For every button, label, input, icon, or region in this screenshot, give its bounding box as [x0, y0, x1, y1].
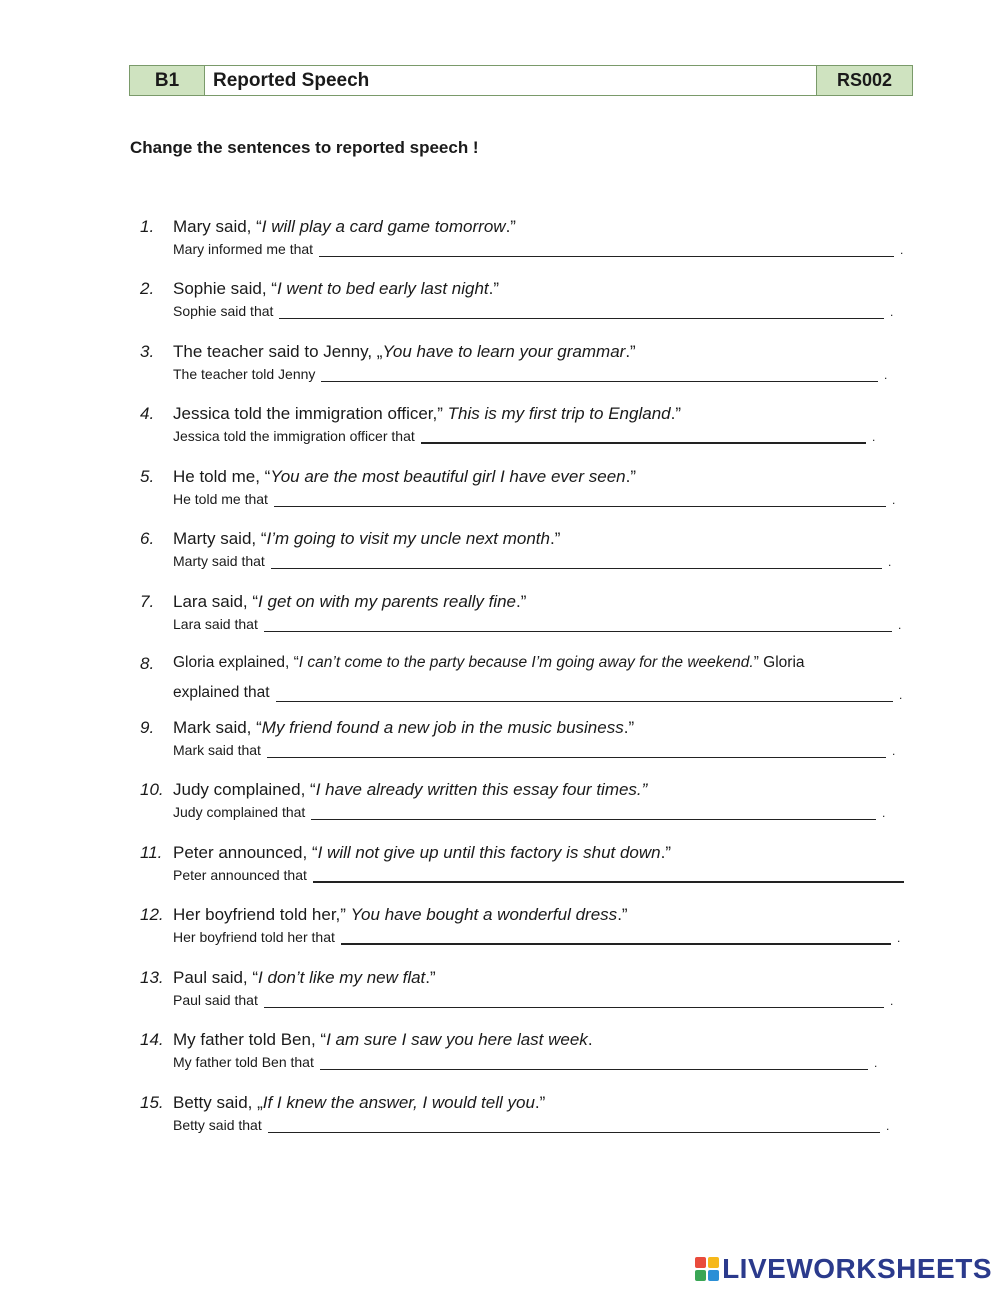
prompt-intro: Mark said, “ [173, 718, 262, 737]
sentence-terminator: . [872, 430, 876, 444]
answer-label: Jessica told the immigration officer that [173, 428, 415, 444]
exercise-number: 9. [140, 718, 155, 737]
prompt-quote: I get on with my parents really fine [258, 592, 517, 611]
answer-row [173, 742, 895, 758]
answer-label: Her boyfriend told her that [173, 929, 335, 945]
answer-row [173, 241, 903, 257]
exercise-number: 10. [140, 780, 164, 799]
prompt-closing: .” [516, 592, 527, 611]
prompt-quote: I am sure I saw you here last week [326, 1030, 588, 1049]
exercise-prompt [173, 718, 634, 738]
prompt-closing: ” Gloria [753, 654, 805, 671]
exercise-prompt [173, 1030, 593, 1050]
answer-label: Betty said that [173, 1117, 262, 1133]
answer-row [173, 992, 893, 1008]
answer-blank[interactable] [341, 929, 891, 945]
prompt-intro: Gloria explained, “ [173, 654, 299, 671]
prompt-closing: .” [625, 342, 636, 361]
exercise-number: 11. [140, 843, 163, 862]
answer-blank[interactable] [271, 554, 882, 569]
exercise-number: 15. [140, 1093, 164, 1112]
prompt-quote: If I knew the answer, I would tell you [262, 1093, 535, 1112]
answer-row [173, 428, 875, 444]
prompt-intro: Peter announced, “ [173, 843, 318, 862]
answer-label: Marty said that [173, 553, 265, 569]
prompt-closing: .” [623, 718, 635, 737]
sentence-terminator: . [874, 1056, 878, 1070]
sentence-terminator: . [886, 1119, 890, 1133]
prompt-closing: . [587, 1030, 593, 1049]
exercise-prompt [173, 905, 628, 925]
prompt-intro: He told me, “ [173, 467, 271, 486]
prompt-closing: .” [534, 1093, 546, 1112]
answer-row [173, 491, 895, 507]
exercise-prompt [173, 780, 647, 800]
exercise-number: 4. [140, 404, 155, 423]
exercise-number: 5. [140, 467, 155, 486]
exercise-prompt [173, 279, 499, 299]
answer-label: Mary informed me that [173, 241, 314, 257]
prompt-quote: I’m going to visit my uncle next month [266, 529, 550, 548]
prompt-quote: I will not give up until this factory is shut down [317, 843, 661, 862]
exercise-number: 8. [140, 654, 155, 673]
sentence-terminator: . [892, 493, 896, 507]
exercise-number: 3. [140, 342, 155, 361]
exercise-prompt [173, 968, 436, 988]
answer-row [173, 684, 902, 702]
answer-blank[interactable] [274, 492, 886, 507]
answer-row [173, 553, 891, 569]
prompt-quote: I don’t like my new flat [258, 968, 426, 987]
answer-blank[interactable] [320, 1055, 868, 1070]
prompt-quote: I went to bed early last night [276, 279, 489, 298]
answer-row [173, 929, 900, 945]
sentence-terminator: . [900, 243, 904, 257]
worksheet-title: Reported Speech [205, 66, 817, 95]
prompt-closing: .” [550, 529, 561, 548]
answer-label: Judy complained that [173, 804, 306, 820]
answer-blank[interactable] [264, 617, 892, 632]
answer-row [173, 1054, 877, 1070]
answer-blank[interactable] [264, 993, 884, 1008]
sentence-terminator: . [884, 368, 888, 382]
answer-blank[interactable] [268, 1118, 880, 1133]
sentence-terminator: . [890, 994, 894, 1008]
exercise-number: 13. [140, 968, 164, 987]
answer-row [173, 804, 885, 820]
prompt-quote: I can’t come to the party because I’m going away for the weekend. [298, 654, 754, 671]
prompt-quote: This is my first trip to England [447, 404, 671, 423]
prompt-quote: You are the most beautiful girl I have ever seen [270, 467, 626, 486]
exercise-prompt [173, 1093, 545, 1113]
answer-label: Peter announced that [173, 867, 307, 883]
prompt-intro: Marty said, “ [173, 529, 267, 548]
exercise-prompt [173, 467, 636, 487]
prompt-closing: .” [660, 843, 671, 862]
prompt-intro: My father told Ben, “ [173, 1030, 327, 1049]
sentence-terminator: . [897, 931, 901, 945]
prompt-closing: .” [505, 217, 516, 236]
instruction: Change the sentences to reported speech ! [130, 138, 479, 157]
exercise-number: 1. [140, 217, 155, 236]
answer-label: Sophie said that [173, 303, 274, 319]
prompt-intro: The teacher said to Jenny, „ [173, 342, 383, 361]
answer-blank[interactable] [421, 428, 866, 444]
answer-row [173, 867, 904, 883]
prompt-intro: Mary said, “ [173, 217, 262, 236]
answer-blank[interactable] [313, 867, 904, 883]
prompt-intro: Judy complained, “ [173, 780, 316, 799]
prompt-quote: My friend found a new job in the music business [261, 718, 624, 737]
exercise-prompt [173, 592, 526, 612]
exercise-prompt [173, 654, 805, 672]
sentence-terminator: . [890, 305, 894, 319]
answer-label: Mark said that [173, 742, 261, 758]
header-table [129, 65, 913, 96]
exercise-number: 2. [140, 279, 155, 298]
answer-blank[interactable] [267, 743, 886, 758]
answer-label: The teacher told Jenny [173, 366, 316, 382]
exercise-prompt [173, 217, 516, 237]
prompt-closing: .” [425, 968, 436, 987]
answer-label: My father told Ben that [173, 1054, 314, 1070]
answer-label: explained that [173, 684, 270, 701]
prompt-closing: .” [670, 404, 681, 423]
exercise-prompt [173, 843, 671, 863]
prompt-quote: You have to learn your grammar [382, 342, 626, 361]
prompt-intro: Sophie said, “ [173, 279, 277, 298]
answer-label: Lara said that [173, 616, 258, 632]
answer-blank[interactable] [279, 304, 884, 319]
sentence-terminator: . [888, 555, 892, 569]
prompt-closing: .” [617, 905, 628, 924]
worksheet-code: RS002 [817, 66, 912, 95]
answer-row [173, 303, 893, 319]
level-cell: B1 [130, 66, 205, 95]
prompt-quote: I will play a card game tomorrow [261, 217, 506, 236]
sentence-terminator: . [892, 744, 896, 758]
prompt-intro: Paul said, “ [173, 968, 259, 987]
answer-row [173, 616, 901, 632]
answer-blank[interactable] [321, 367, 878, 382]
logo-text: LIVEWORKSHEETS [722, 1253, 992, 1284]
answer-row [173, 1117, 889, 1133]
sentence-terminator: . [898, 618, 902, 632]
exercise-number: 12. [140, 905, 164, 924]
exercise-prompt [173, 404, 681, 424]
liveworksheets-logo-icon [695, 1257, 719, 1281]
exercise-number: 6. [140, 529, 155, 548]
prompt-quote: I have already written this essay four times.” [315, 780, 648, 799]
prompt-intro: Betty said, „ [173, 1093, 263, 1112]
sentence-terminator: . [882, 806, 886, 820]
sentence-terminator: . [899, 688, 903, 702]
answer-blank[interactable] [319, 242, 894, 257]
answer-blank[interactable] [276, 687, 893, 702]
prompt-closing: .” [625, 467, 637, 486]
answer-row [173, 366, 887, 382]
prompt-quote: You have bought a wonderful dress [350, 905, 618, 924]
exercise-prompt [173, 529, 560, 549]
answer-label: Paul said that [173, 992, 258, 1008]
exercise-prompt [173, 342, 636, 362]
prompt-closing: .” [488, 279, 500, 298]
exercise-number: 14. [140, 1030, 164, 1049]
liveworksheets-logo [695, 1253, 992, 1285]
exercise-number: 7. [140, 592, 155, 611]
prompt-intro: Lara said, “ [173, 592, 259, 611]
prompt-intro: Her boyfriend told her,” [173, 905, 351, 924]
answer-label: He told me that [173, 491, 268, 507]
prompt-intro: Jessica told the immigration officer,” [173, 404, 448, 423]
answer-blank[interactable] [311, 805, 876, 820]
